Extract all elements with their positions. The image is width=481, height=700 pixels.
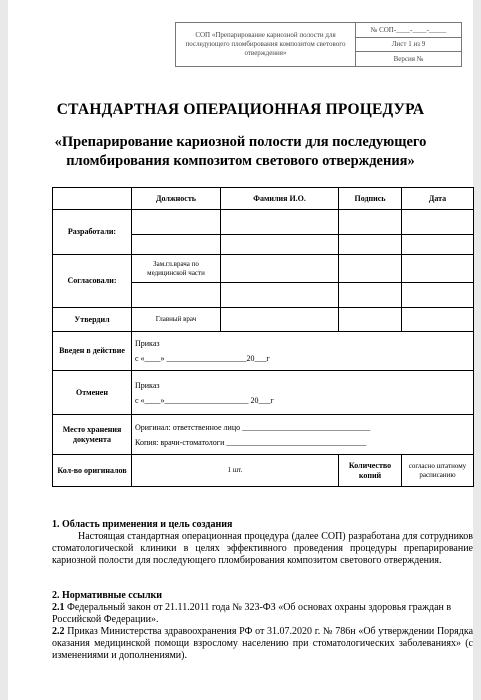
header-sop-title: СОП «Препарирование кариозной полости для последующего пломбирования композитом светового отверждения» [176, 23, 356, 67]
cell [132, 235, 221, 255]
col-name: Фамилия И.О. [221, 188, 339, 210]
header-sop-number: № СОП-____-____-_____ [356, 23, 462, 38]
header-box [175, 22, 462, 67]
cell [339, 308, 402, 332]
reference-2-2 [52, 626, 473, 662]
introduced-label: Введен в действие [53, 332, 132, 371]
cell [402, 308, 474, 332]
originals-count-label: Кол-во оригиналов [53, 455, 132, 487]
cell [221, 283, 339, 308]
cell [221, 308, 339, 332]
cancelled-order: Приказ [135, 380, 160, 390]
cell [339, 283, 402, 308]
cancelled-label: Отменен [53, 371, 132, 415]
developed-label: Разработали: [53, 210, 132, 255]
storage-label: Место хранения документа [53, 415, 132, 455]
reference-2-2-text: Приказ Министерства здравоохранения РФ от 31.07.2020 г. № 786н «Об утверждении Порядка оказания медицинской помощи взрослому населению при стоматологических заболеваниях» (с изменениями и дополнениями). [52, 626, 474, 661]
header-sheet: Лист 1 из 9 [356, 37, 462, 52]
storage-copy: Копия: врачи-стоматологи ___________________________________ [135, 437, 367, 447]
approval-table [52, 187, 474, 487]
introduced-order-cell [132, 332, 474, 371]
header-empty-cell [53, 188, 132, 210]
approved-label: Утвердил [53, 308, 132, 332]
copies-count-value: согласно штатному расписанию [402, 455, 474, 487]
section-1 [52, 519, 473, 567]
cell [339, 255, 402, 283]
introduced-date-line: с «____» ____________________20___г [135, 354, 270, 363]
approved-position: Главный врач [132, 308, 221, 332]
cell [402, 235, 474, 255]
cell [402, 283, 474, 308]
cell [132, 210, 221, 235]
section-2-heading: 2. Нормативные ссылки [52, 590, 163, 601]
reference-2-1 [52, 602, 473, 626]
cell [402, 255, 474, 283]
document-page [8, 0, 473, 700]
cell [339, 210, 402, 235]
cell [221, 255, 339, 283]
cell [339, 235, 402, 255]
storage-cell [132, 415, 474, 455]
storage-original: Оригинал: ответственное лицо ________________________________ [135, 422, 371, 432]
col-signature: Подпись [339, 188, 402, 210]
cell [132, 283, 221, 308]
section-1-heading: 1. Область применения и цель создания [52, 519, 233, 530]
section-1-text: Настоящая стандартная операционная процедура (далее СОП) разработана для сотрудников стоматологической клиники в целях эффективного проведения процедуры препарирование кариозной полости для последующего пломбирования композитом светового отверждения. [52, 531, 473, 566]
cell [221, 210, 339, 235]
cell [221, 235, 339, 255]
header-version: Версия № [356, 52, 462, 67]
reference-2-1-text: Федеральный закон от 21.11.2011 года № 323-ФЗ «Об основах охраны здоровья граждан в Российской Федерации». [52, 602, 452, 625]
reference-2-1-number: 2.1 [52, 602, 65, 613]
cancelled-date-line: с «____»_____________________ 20___г [135, 395, 274, 405]
agreed-label: Согласовали: [53, 255, 132, 308]
section-2 [52, 590, 473, 662]
introduced-order: Приказ [135, 339, 160, 348]
originals-count-value: 1 шт. [132, 455, 339, 487]
document-subtitle: «Препарирование кариозной полости для последующего пломбирования композитом светового отверждения» [54, 134, 427, 169]
reference-2-2-number: 2.2 [52, 626, 65, 637]
col-date: Дата [402, 188, 474, 210]
cell [402, 210, 474, 235]
cancelled-order-cell [132, 371, 474, 415]
document-title: СТАНДАРТНАЯ ОПЕРАЦИОННАЯ ПРОЦЕДУРА [56, 101, 425, 118]
col-position: Должность [132, 188, 221, 210]
copies-count-label: Количество копий [339, 455, 402, 487]
agreed-position: Зам.гл.врача по медицинской части [132, 255, 221, 283]
